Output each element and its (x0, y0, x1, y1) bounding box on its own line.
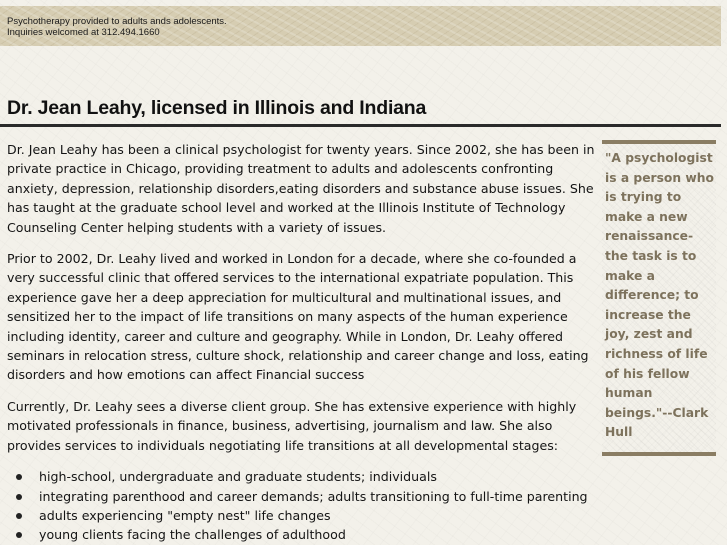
bio-paragraph-2: Prior to 2002, Dr. Leahy lived and worked in London for a decade, where she co-founded a very successful clinic that offered services to the international expatriate population. This experience gave her a deep appreciation for multicultural and multinational issues, and sensitized her to the impact of life transitions on many aspects of the human experience including identity, career and culture and geography. While in London, Dr. Leahy offered seminars in relocation stress, culture shock, relationship and career change and loss, eating disorders and how emotions can affect Financial success (7, 251, 589, 383)
list-item-text: adults experiencing "empty nest" life changes (39, 507, 331, 523)
sidebar-quote-box (602, 140, 716, 456)
list-item (7, 525, 597, 544)
list-item (7, 467, 597, 486)
list-item (7, 487, 597, 506)
header-contact-line: Inquiries welcomed at 312.494.1660 (7, 27, 160, 38)
bullet-icon (16, 532, 22, 538)
bio-paragraph-3: Currently, Dr. Leahy sees a diverse client group. She has extensive experience with highly motivated professionals in finance, business, advertising, journalism and law. She also provides services to individuals negotiating life transitions at all developmental stages: (7, 398, 577, 453)
list-item-text: integrating parenthood and career demands; adults transitioning to full-time parenting (39, 488, 588, 504)
bullet-icon (16, 513, 22, 519)
client-groups-list (7, 467, 597, 545)
bullet-icon (16, 494, 22, 500)
title-divider (0, 124, 721, 127)
bullet-icon (16, 474, 22, 480)
bio-paragraph-1: Dr. Jean Leahy has been a clinical psychologist for twenty years. Since 2002, she has been in private practice in Chicago, providing treatment to adults and adolescents confronting anxiety, depression, relationship disorders,eating disorders and substance abuse issues. She has taught at the graduate school level and worked at the Illinois Institute of Technology Counseling Center helping students with a variety of issues. (7, 142, 595, 235)
page-title: Dr. Jean Leahy, licensed in Illinois and Indiana (7, 97, 427, 119)
main-content (7, 140, 597, 545)
header-banner (0, 6, 721, 46)
list-item-text: young clients facing the challenges of adulthood (39, 527, 346, 543)
header-tagline: Psychotherapy provided to adults ands adolescents. (7, 16, 227, 27)
sidebar-quote: "A psychologist is a person who is trying to make a new renaissance-the task is to make a difference; to increase the joy, zest and richness of life of his fellow human beings."--Clark Hull (605, 151, 714, 440)
list-item-text: high-school, undergraduate and graduate students; individuals (39, 469, 437, 485)
list-item (7, 506, 597, 525)
